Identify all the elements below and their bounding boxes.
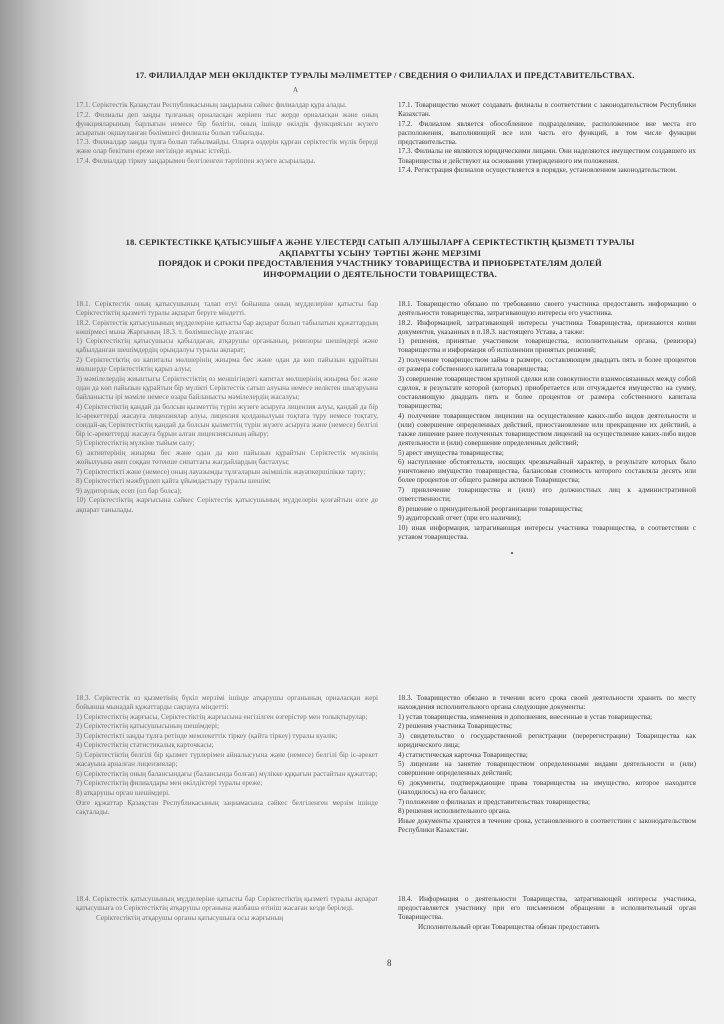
section-17-title: 17. ФИЛИАЛДАР МЕН ӨКІЛДІКТЕР ТУРАЛЫ МӘЛІМЕТТЕР / СВЕДЕНИЯ О ФИЛИАЛАХ И ПРЕДСТАВИТЕЛЬСТВАХ. bbox=[135, 70, 635, 80]
paragraph: 17.4. Филиалдар тіркеу заңдарымен белгіленген тәртіппен жүзеге асырылады. bbox=[76, 157, 316, 166]
paragraph: 18.3. Серіктестік өз қызметінің бүкіл мерзімі ішінде атқарушы органының орналасқан жері бойынша мынадай құжаттарды сақтауға міндетті: bbox=[76, 694, 378, 712]
paragraph: 18.2. Серіктестік қатысушының мүдделеріне қатысты бар ақпарат болып табылатын құжаттардың көшірмесі мына Жарғының 18.3. т. бөлімшесінде аталған: bbox=[76, 318, 378, 336]
list-item: 1) устав товарищества, изменения и дополнения, внесенные в устав товарищества; bbox=[398, 712, 653, 721]
list-item: 10) иная информация, затрагивающая интересы участника товарищества, в соответствии с уставом товарищества. bbox=[398, 523, 696, 541]
paragraph: Өзге құжаттар Қазақстан Республикасының заңнамасына сәйкес белгіленген мерзім ішінде сақталады. bbox=[76, 798, 378, 816]
list-item: 7) положение о филиалах и представительствах товарищества; bbox=[398, 797, 591, 806]
list-item: 6) документы, подтверждающие права товарищества на имущество, которое находится (находилось) на его балансе; bbox=[398, 778, 696, 796]
section-17-marker: А bbox=[293, 86, 299, 94]
list-item: 5) Серіктестіктің белгілі бір қызмет түрлерімен айналысуына және (немесе) белгілі бір іс-әрекет жасауына арналған лицензиялар; bbox=[76, 751, 378, 769]
list-item: 3) свидетельство о государственной регистрации (перерегистрации) Товарищества как юридического лица; bbox=[398, 731, 696, 749]
list-item: 4) Серіктестіктің статистикалық карточкасы; bbox=[76, 741, 214, 750]
section-18-left-column-a bbox=[76, 300, 378, 684]
paragraph: 18.1. Товарищество обязано по требованию своего участника предоставить информацию о деятельности товарищества, затрагивающую интересы его участника. bbox=[398, 300, 696, 318]
list-item: 4) получение товариществом лицензии на осуществление каких-либо видов деятельности и (или) совершение определенных действий, приостановление или прекращение их действий, а также лишение ранее полученных товариществом лицензий на осуществление каких-либо видов деятельности и (или) совершение определенных действий; bbox=[398, 411, 696, 447]
section-18-right-column-a bbox=[398, 300, 696, 684]
list-item: 3) совершение товариществом крупной сделки или совокупности взаимосвязанных между собой сделок, в результате которой (которых) приобретается или отчуждается имущество на сумму, составляющую двадцать пять и более процентов от размера собственного капитала товарищества; bbox=[398, 374, 696, 411]
list-item: 3) мәмілелердің жиынтығы Серіктестіктің өз меншігіндегі капитал мөлшерінің жиырма бес және одан да көп пайызын құрайтын бір мүлікті Серіктестік сатып алуына немесе иеліктен шығаруына байланысты ірі мәміле немесе өзара байланысты мәмілелердің жасалуы; bbox=[76, 374, 378, 401]
section-17-right-column bbox=[398, 101, 696, 227]
section-18-left-column-b bbox=[76, 694, 378, 884]
section-18-title-ru-line1: ПОРЯДОК И СРОКИ ПРЕДОСТАВЛЕНИЯ УЧАСТНИКУ ТОВАРИЩЕСТВА И ПРИОБРЕТАТЕЛЯМ ДОЛЕЙ bbox=[158, 258, 602, 268]
list-item: 8) решение о принудительной реорганизации товарищества; bbox=[398, 504, 583, 513]
paragraph: 17.1. Серіктестік Қазақстан Республикасының заңдарына сәйкес филиалдар құра алады. bbox=[76, 101, 347, 109]
section-18-title bbox=[60, 237, 700, 279]
paragraph: 18.2. Информацией, затрагивающей интересы участника Товарищества, признаются копии документов, указанных в п.18.3. настоящего Устава, а также: bbox=[398, 318, 696, 336]
paragraph: 17.3. Филиалы не являются юридическими лицами. Они наделяются имуществом создавшего их Товарищества и действуют на основании утвержденного им положения. bbox=[398, 147, 696, 165]
list-item: 5) арест имущества товарищества; bbox=[398, 448, 504, 457]
list-item: 4) Серіктестіктің қандай да болсын қызметтің түрін жүзеге асыруға лицензия алуы, қандай да бір іс-әрекеттерді жасауға лицензиялар алуы, лицензия қолданылуын тоқтата тұру немесе тоқтату, сондай-ақ Серіктестіктің қандай да болсын қызметтің түрін жүзеге асыруға және (немесе) белгілі бір іс-әрекеттерді жасауға бұрын алған лицензиясының айыру; bbox=[76, 402, 378, 438]
section-18-right-column-b bbox=[398, 694, 696, 884]
list-item: 7) привлечение товарищества и (или) его должностных лиц к административной ответственности; bbox=[398, 485, 696, 503]
page-number: 8 bbox=[387, 958, 392, 968]
section-18-title-ru-line2: ИНФОРМАЦИИ О ДЕЯТЕЛЬНОСТИ ТОВАРИЩЕСТВА. bbox=[263, 268, 497, 279]
list-item: 8) атқарушы орган шешімдері. bbox=[76, 788, 170, 797]
list-item: 8) решения исполнительного органа. bbox=[398, 807, 511, 816]
list-item: 9) аудиторский отчет (при его наличии); bbox=[398, 514, 522, 523]
list-item: 7) Серіктестіктің филиалдары мен өкілдіктері туралы ереже; bbox=[76, 779, 263, 788]
stray-dot bbox=[511, 552, 513, 554]
paragraph: Иные документы хранятся в течение срока, установленного в соответствии с законодательством Республики Казахстан. bbox=[398, 816, 696, 834]
section-18-right-column-c bbox=[398, 895, 696, 953]
paragraph: Исполнительный орган Товарищества обязан предоставить bbox=[418, 922, 600, 931]
list-item: 6) наступление обстоятельств, носящих чрезвычайный характер, в результате которых было уничтожено имущество товарищества, балансовая стоимость которого составляла десять или более процентов от общего размера активов Товарищества; bbox=[398, 458, 696, 485]
list-item: 9) аудиторлық есеп (ол бар болса); bbox=[76, 486, 182, 495]
list-item: 2) Серіктестіктің қатысушысының шешімдері; bbox=[76, 722, 219, 731]
list-item: 1) Серіктестіктің қатысушысы қабылдаған, атқарушы органының, ревизоры шешімдері және қабылданған шешімдердің орындалуы туралы ақпарат; bbox=[76, 337, 378, 355]
paragraph: Серіктестіктің атқарушы органы қатысушыға осы жарғының bbox=[96, 913, 284, 922]
paragraph: 18.3. Товарищество обязано в течении всего срока своей деятельности хранить по месту нахождения исполнительного органа следующие документы: bbox=[398, 694, 696, 712]
paragraph: 17.2. Филиалы деп заңды тұлғаның орналасқан жерінен тыс жерде орналасқан және оның функцияларының барлығын немесе бір бөлігін, оның ішінде өкілдік функциясын жүзеге асыратын оқшауланған бөлімшесі филиалы болып табылады. bbox=[76, 110, 378, 137]
paragraph: 17.2. Филиалом является обособленное подразделение, расположенное вне места его расположения, выполняющий все или часть его функций, в том числе функции представительства. bbox=[398, 119, 696, 146]
list-item: 2) решения участника Товарищества; bbox=[398, 722, 512, 731]
list-item: 8) Серіктестікті мәжбүрлеп қайта ұйымдастыру туралы шешім; bbox=[76, 477, 271, 486]
list-item: 5) Серіктестіктің мүлкіне тыйым салу; bbox=[76, 439, 195, 448]
paragraph: 17.1. Товарищество может создавать филиалы в соответствии с законодательством Республики Казахстан. bbox=[398, 101, 696, 119]
list-item: 2) Серіктестіктің өз капиталы мөлшерінің жиырма бес және одан да көп пайызын құрайтын мөлшерде Серіктестіктің қарыз алуы; bbox=[76, 356, 378, 374]
section-18-title-kz-line2: АҚПАРАТТЫ ҰСЫНУ ТӘРТІБІ ЖӘНЕ МЕРЗІМІ bbox=[278, 247, 482, 258]
list-item: 3) Серіктестікті заңды тұлға ретінде мемлекеттік тіркеу (қайта тіркеу) туралы куәлік; bbox=[76, 731, 338, 740]
list-item: 4) статистическая карточка Товарищества; bbox=[398, 750, 528, 759]
list-item: 6) активтерінің жиырма бес және одан да көп пайызын құрайтын Серіктестік мүлкінің жойылуына әкеп соққан төтенше сипаттағы жағдайлардың басталуы; bbox=[76, 449, 378, 467]
list-item: 10) Серіктестіктің жарғысына сәйкес Серіктестік қатысушының мүдделерін қозғайтын өзге де ақпарат танылады. bbox=[76, 496, 378, 514]
list-item: 5) лицензии на занятие товариществом определенными видами деятельности и (или) совершение определенных действий; bbox=[398, 760, 696, 778]
list-item: 1) Серіктестіктің жарғысы, Серіктестіктің жарғысына енгізілген өзгерістер мен толықтырулар; bbox=[76, 712, 368, 721]
list-item: 1) решения, принятые участником товарищества, исполнительным органа, (ревизора) товарищества и информация об исполнении принятых решений; bbox=[398, 337, 696, 355]
list-item: 6) Серіктестіктің оның балансындағы (балансында болған) мүлікке құқығын растайтын құжаттар; bbox=[76, 769, 378, 778]
paragraph: 18.4. Информация о деятельности Товарищества, затрагивающей интересы участника, предоставляется участнику при его письменном обращении в исполнительный орган Товарищества. bbox=[398, 895, 696, 922]
paragraph: 17.4. Регистрация филиалов осуществляется в порядке, установленном законодательством. bbox=[398, 166, 678, 175]
paragraph: 18.4. Серіктестік қатысушының мүдделеріне қатысты бар Серіктестіктің қызметі туралы ақпарат қатысушыға оз Серіктестіктің атқарушы органына жазбаша өтініш жасаған кезде беріледі. bbox=[76, 895, 378, 913]
paragraph: 17.3. Филиалдар заңды тұлға болып табылмайды. Оларға өздерін құрған серіктестік мүлік береді және олар бекіткен ереже негізінде жұмыс істейді. bbox=[76, 138, 378, 156]
section-18-title-kz-line1: 18. СЕРІКТЕСТІККЕ ҚАТЫСУШЫҒА ЖӘНЕ ҮЛЕСТЕРДІ САТЫП АЛУШЫЛАРҒА СЕРІКТЕСТІКТІҢ ҚЫЗМЕТІ ТУРАЛЫ bbox=[125, 237, 635, 247]
section-18-left-column-c bbox=[76, 895, 378, 953]
paragraph: 18.1. Серіктестік оның қатысушының талап етуі бойынша оның мүдделеріне қатысты бар Серіктестіктің қызметі туралы ақпарат беруге міндетті. bbox=[76, 300, 378, 318]
list-item: 7) Серіктестікті және (немесе) оның лауазымды тұлғаларын әкімшілік жауапкершілікке тарту; bbox=[76, 467, 366, 476]
section-17-left-column bbox=[76, 101, 378, 227]
list-item: 2) получение товариществом займа в размере, составляющем двадцать пять и более процентов от размера собственного капитала товарищества; bbox=[398, 356, 696, 374]
